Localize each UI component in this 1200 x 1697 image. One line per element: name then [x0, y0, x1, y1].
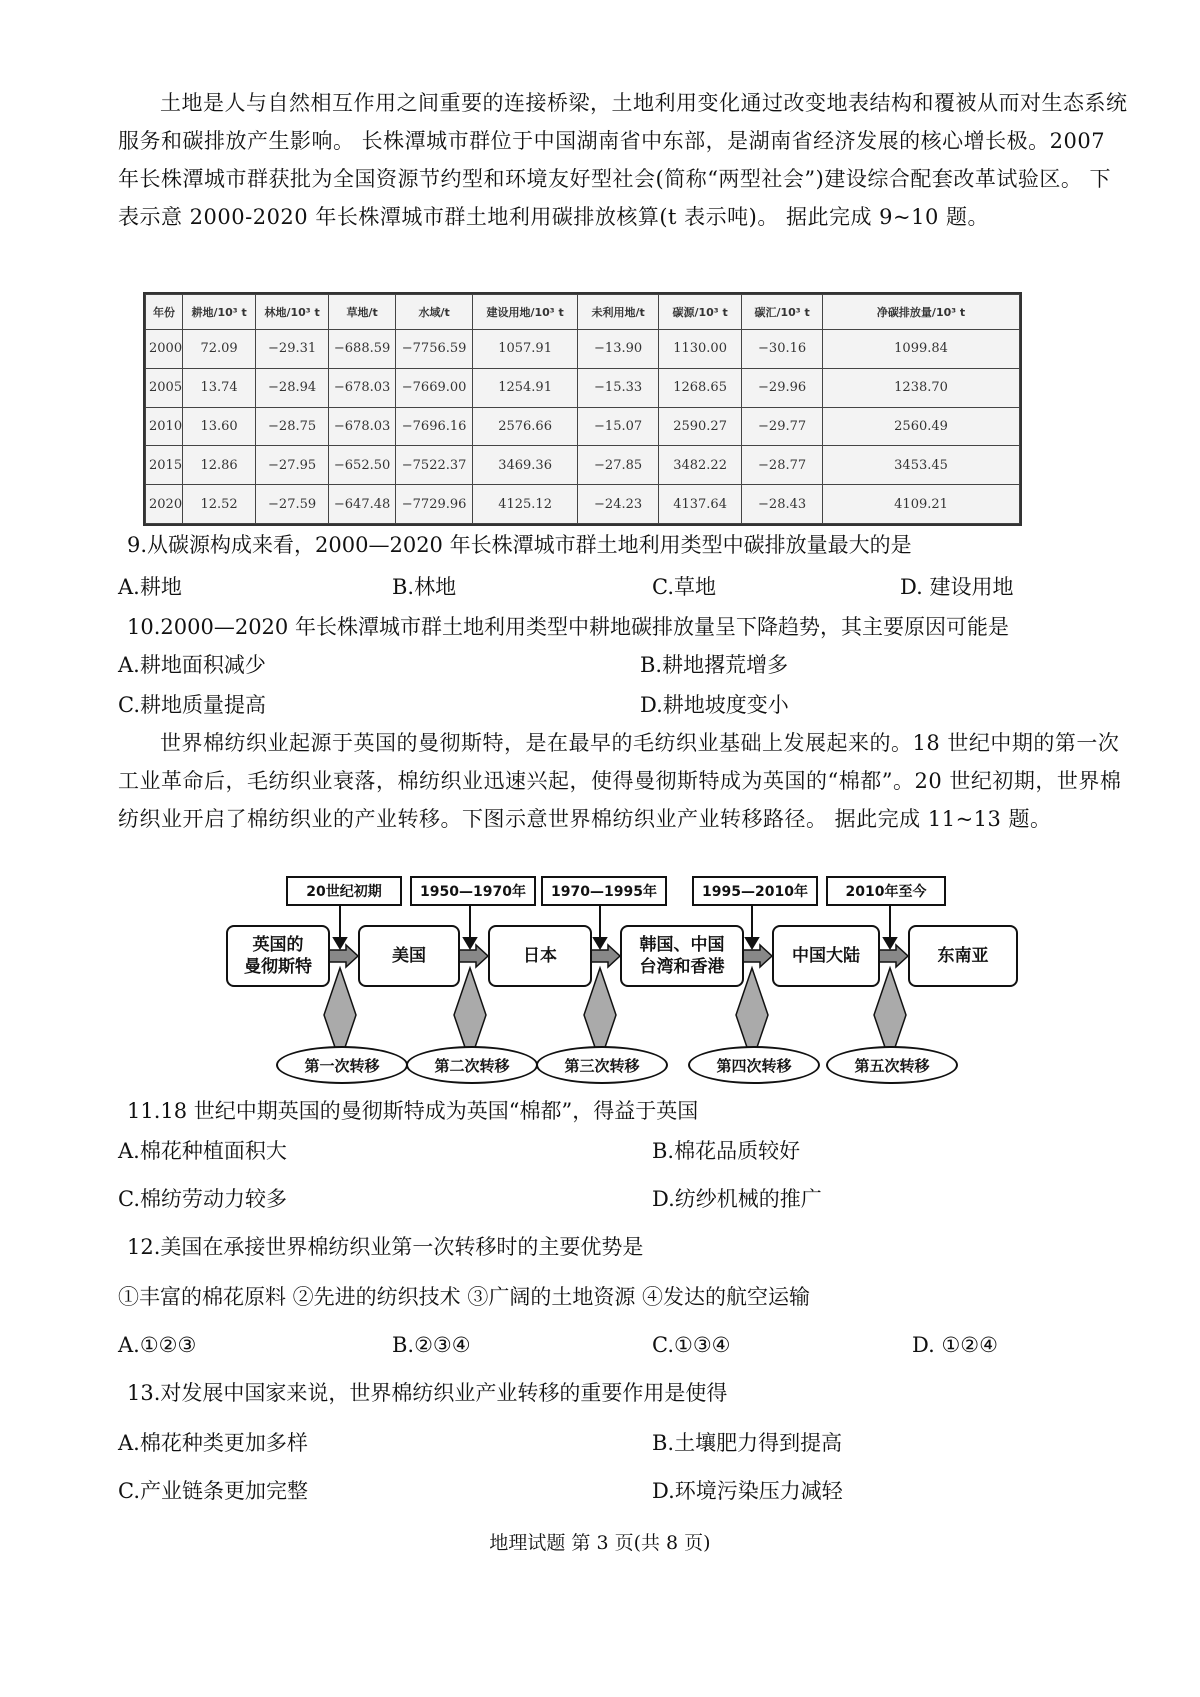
table-cell: 1057.91 — [473, 330, 578, 369]
table-cell: 1238.70 — [823, 368, 1020, 407]
node-southeast-asia — [908, 925, 1018, 987]
table-cell: −28.77 — [742, 446, 823, 485]
q12-option-b: B.②③④ — [392, 1333, 471, 1357]
table-cell: 3469.36 — [473, 446, 578, 485]
question-11-stem: 11.18 世纪中期英国的曼彻斯特成为英国“棉都”，得益于英国 — [127, 1099, 699, 1123]
page-footer: 地理试题 第 3 页(共 8 页) — [489, 1532, 711, 1554]
table-cell: 12.86 — [183, 446, 256, 485]
table-cell: 13.74 — [183, 368, 256, 407]
table-cell: 12.52 — [183, 485, 256, 524]
right-arrow-icon — [878, 945, 908, 967]
table-cell: −678.03 — [329, 407, 396, 446]
node-korea-taiwan-hongkong — [620, 925, 744, 987]
down-arrow-icon — [746, 938, 758, 948]
table-cell: 4137.64 — [659, 485, 742, 524]
q13-option-d: D.环境污染压力减轻 — [652, 1479, 843, 1503]
transfer-label: 第二次转移 — [406, 1046, 538, 1084]
table-cell: 3482.22 — [659, 446, 742, 485]
q9-option-b: B.林地 — [392, 575, 457, 599]
table-cell: −29.77 — [742, 407, 823, 446]
question-10-stem: 10.2000—2020 年长株潭城市群土地利用类型中耕地碳排放量呈下降趋势，其主要原因可能是 — [127, 615, 1009, 639]
q11-option-a: A.棉花种植面积大 — [118, 1139, 287, 1163]
table-year-cell: 2015 — [146, 446, 183, 485]
transfer-label: 第四次转移 — [688, 1046, 820, 1084]
intro-paragraph-land-use: 土地是人与自然相互作用之间重要的连接桥梁，土地利用变化通过改变地表结构和覆被从而对生态系统服务和碳排放产生影响。 长株潭城市群位于中国湖南省中东部，是湖南省经济发展的核心增长极。2007 年长株潭城市群获批为全国资源节约型和环境友好型社会(简称“两型社会”)建设综合配套改革试验区。 下表示意 2000-2020 年长株潭城市群土地利用碳排放核算(t 表示吨)。 据此完成 9~10 题。 — [118, 91, 1128, 229]
q13-option-b: B.土壤肥力得到提高 — [652, 1431, 843, 1455]
table-cell: −688.59 — [329, 330, 396, 369]
question-9-stem: 9.从碳源构成来看，2000—2020 年长株潭城市群土地利用类型中碳排放量最大的是 — [127, 533, 912, 557]
q9-option-a: A.耕地 — [118, 575, 182, 599]
node-label-line: 英国的 — [252, 935, 304, 955]
down-arrow-icon — [884, 938, 896, 948]
table-year-cell: 2005 — [146, 368, 183, 407]
node-japan — [488, 925, 592, 987]
table-cell: −652.50 — [329, 446, 396, 485]
question-12-stem: 12.美国在承接世界棉纺织业第一次转移时的主要优势是 — [127, 1235, 644, 1259]
q9-option-d: D. 建设用地 — [900, 575, 1014, 599]
q12-option-c: C.①③④ — [652, 1333, 731, 1357]
table-header: 碳汇/10³ t — [742, 295, 823, 330]
table-cell: −7696.16 — [396, 407, 473, 446]
table-cell: 1130.00 — [659, 330, 742, 369]
table-cell: 13.60 — [183, 407, 256, 446]
table-cell: 1254.91 — [473, 368, 578, 407]
q10-option-a: A.耕地面积减少 — [118, 653, 266, 677]
table-cell: −13.90 — [578, 330, 659, 369]
table-header: 年份 — [146, 295, 183, 330]
table-cell: −27.95 — [256, 446, 329, 485]
q11-option-d: D.纺纱机械的推广 — [652, 1187, 822, 1211]
period-label: 1995—2010年 — [692, 876, 818, 906]
table-cell: 1099.84 — [823, 330, 1020, 369]
table-cell: −7729.96 — [396, 485, 473, 524]
table-header: 林地/10³ t — [256, 295, 329, 330]
table-cell: −7669.00 — [396, 368, 473, 407]
table-cell: −28.94 — [256, 368, 329, 407]
table-header: 耕地/10³ t — [183, 295, 256, 330]
table-cell: 2560.49 — [823, 407, 1020, 446]
table-cell: −27.85 — [578, 446, 659, 485]
table-cell: −647.48 — [329, 485, 396, 524]
node-label-line: 韩国、中国 — [639, 935, 725, 955]
table-cell: 4125.12 — [473, 485, 578, 524]
q13-option-c: C.产业链条更加完整 — [118, 1479, 308, 1503]
q12-option-d: D. ①②④ — [912, 1333, 998, 1357]
table-cell: −28.75 — [256, 407, 329, 446]
q13-option-a: A.棉花种类更加多样 — [118, 1431, 308, 1455]
table-header: 净碳排放量/10³ t — [823, 295, 1020, 330]
q10-option-c: C.耕地质量提高 — [118, 693, 266, 717]
table-cell: 2576.66 — [473, 407, 578, 446]
table-cell: 1268.65 — [659, 368, 742, 407]
node-label-line: 美国 — [392, 946, 426, 966]
node-usa — [358, 925, 460, 987]
q12-option-a: A.①②③ — [118, 1333, 197, 1357]
period-label: 1950—1970年 — [410, 876, 536, 906]
intro-paragraph-cotton: 世界棉纺织业起源于英国的曼彻斯特，是在最早的毛纺织业基础上发展起来的。18 世纪中期的第一次工业革命后，毛纺织业衰落，棉纺织业迅速兴起，使得曼彻斯特成为英国的“棉都”。20 世纪初期，世界棉纺织业开启了棉纺织业的产业转移。下图示意世界棉纺织业产业转移路径。 据此完成 11~13 题。 — [118, 731, 1122, 831]
table-cell: −7756.59 — [396, 330, 473, 369]
right-arrow-icon — [590, 945, 620, 967]
table-header: 水域/t — [396, 295, 473, 330]
right-arrow-icon — [742, 945, 772, 967]
table-cell: −15.33 — [578, 368, 659, 407]
transfer-label: 第三次转移 — [536, 1046, 668, 1084]
table-year-cell: 2000 — [146, 330, 183, 369]
period-label: 2010年至今 — [826, 876, 946, 906]
transfer-label: 第五次转移 — [826, 1046, 958, 1084]
node-mainland-china — [772, 925, 880, 987]
period-label: 1970—1995年 — [541, 876, 667, 906]
node-label-line: 日本 — [523, 946, 557, 966]
transfer-label: 第一次转移 — [276, 1046, 408, 1084]
table-cell: −15.07 — [578, 407, 659, 446]
table-cell: −678.03 — [329, 368, 396, 407]
table-header: 草地/t — [329, 295, 396, 330]
table-year-cell: 2020 — [146, 485, 183, 524]
table-header: 碳源/10³ t — [659, 295, 742, 330]
table-cell: 72.09 — [183, 330, 256, 369]
table-cell: 3453.45 — [823, 446, 1020, 485]
q12-statements: ①丰富的棉花原料 ②先进的纺织技术 ③广阔的土地资源 ④发达的航空运输 — [118, 1285, 811, 1309]
down-arrow-icon — [464, 938, 476, 948]
down-arrow-icon — [594, 938, 606, 948]
q11-option-c: C.棉纺劳动力较多 — [118, 1187, 287, 1211]
q11-option-b: B.棉花品质较好 — [652, 1139, 801, 1163]
down-arrow-icon — [334, 938, 346, 948]
node-label-line: 东南亚 — [937, 946, 989, 966]
node-label-line: 台湾和香港 — [639, 957, 725, 977]
period-label: 20世纪初期 — [286, 876, 402, 906]
table-cell: −24.23 — [578, 485, 659, 524]
table-header: 未利用地/t — [578, 295, 659, 330]
right-arrow-icon — [328, 945, 358, 967]
table-cell: −7522.37 — [396, 446, 473, 485]
node-uk-manchester — [226, 925, 330, 987]
table-header: 建设用地/10³ t — [473, 295, 578, 330]
table-cell: −28.43 — [742, 485, 823, 524]
table-cell: −27.59 — [256, 485, 329, 524]
table-cell: −29.96 — [742, 368, 823, 407]
table-cell: −30.16 — [742, 330, 823, 369]
q9-option-c: C.草地 — [652, 575, 716, 599]
table-cell: 2590.27 — [659, 407, 742, 446]
q10-option-b: B.耕地撂荒增多 — [640, 653, 789, 677]
table-year-cell: 2010 — [146, 407, 183, 446]
node-label-line: 曼彻斯特 — [244, 957, 312, 977]
q10-option-d: D.耕地坡度变小 — [640, 693, 789, 717]
question-13-stem: 13.对发展中国家来说，世界棉纺织业产业转移的重要作用是使得 — [127, 1381, 728, 1405]
table-cell: −29.31 — [256, 330, 329, 369]
right-arrow-icon — [458, 945, 488, 967]
node-label-line: 中国大陆 — [792, 946, 860, 966]
table-cell: 4109.21 — [823, 485, 1020, 524]
